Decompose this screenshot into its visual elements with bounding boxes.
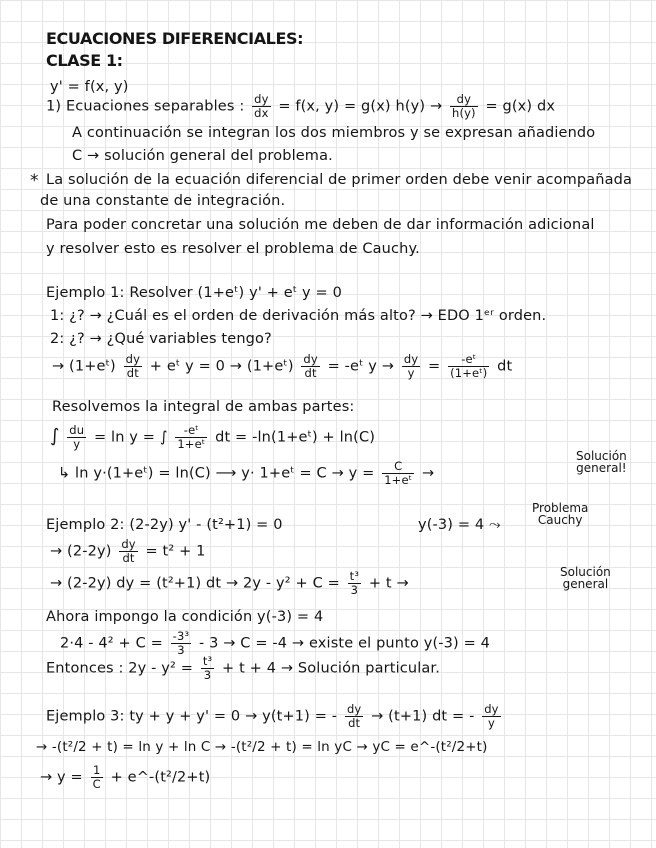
fraction-et-1plus-et: $\frac{\text{-eᵗ}}{\text{(1+eᵗ)}}$ — [450, 352, 488, 380]
example-1-integral — [50, 424, 375, 451]
eq-part: → (t+1) dt = - — [371, 708, 475, 725]
eq-part: + t → — [368, 575, 409, 592]
eq-part: = ln y = ∫ — [93, 429, 168, 446]
eq-part: → (1+eᵗ) — [52, 358, 116, 375]
eq-part: = -eᵗ y → — [327, 358, 395, 375]
eq-part: = — [428, 358, 441, 375]
eq-part: → (2-2y) dy = (t²+1) dt → 2y - y² + C = — [50, 575, 340, 592]
fraction-dy-dt: $\frac{dy}{dt}$ — [121, 537, 136, 565]
separable-label: 1) Ecuaciones separables : — [46, 98, 245, 115]
eq-part: Ejemplo 3: ty + y + y' = 0 → y(t+1) = - — [46, 708, 338, 725]
example-2-particular — [46, 655, 440, 682]
note-general-solution: Solución general! — [576, 449, 627, 475]
eq-part: → y = — [40, 769, 83, 786]
class-subtitle: CLASE 1: — [46, 51, 123, 70]
fraction-dy-y: $\frac{dy}{y}$ — [403, 352, 419, 380]
example-2-step-1 — [50, 538, 206, 565]
fraction-t3-3: $\frac{\text{t³}}{3}$ — [202, 654, 213, 682]
eq-part: → — [421, 465, 435, 482]
example-1-result — [58, 460, 434, 487]
fraction-du-y: $\frac{du}{y}$ — [69, 423, 85, 451]
eq-part: dt = -ln(1+eᵗ) + ln(C) — [215, 429, 376, 446]
ode-definition: y' = f(x, y) — [50, 79, 129, 95]
note-general-solution-2: Solución general — [560, 565, 611, 591]
text-line-first-order: La solución de la ecuación diferencial de primer orden debe venir acompañada — [46, 172, 633, 188]
eq-part: + t + 4 → Solución particular. — [222, 660, 440, 677]
impose-condition: Ahora impongo la condición y(-3) = 4 — [46, 609, 324, 625]
example-2-title: Ejemplo 2: (2-2y) y' - (t²+1) = 0 — [46, 517, 283, 533]
separable-end: = g(x) dx — [485, 98, 556, 115]
eq-part: + e^-(t²/2+t) — [110, 769, 211, 786]
fraction-dy-dt: $\frac{dy}{dt}$ — [303, 352, 318, 380]
fraction-dy-dx: $\frac{dy}{dx}$ — [254, 92, 269, 120]
eq-part: Entonces : 2y - y² = — [46, 660, 194, 677]
separable-equation-line — [46, 93, 555, 120]
example-1-title: Ejemplo 1: Resolver (1+eᵗ) y' + eᵗ y = 0 — [46, 285, 342, 301]
fraction-dy-dt: $\frac{dy}{dt}$ — [125, 352, 141, 380]
fraction-minus-3-cubed: $\frac{\text{-3³}}{3}$ — [172, 629, 190, 657]
fraction-c-1plus-et: $\frac{C}{\text{1+eᵗ}}$ — [384, 459, 413, 487]
example-1-question-2: 2: ¿? → ¿Qué variables tengo? — [50, 331, 272, 347]
eq-part: dt — [497, 358, 513, 375]
eq-part: - 3 → C = -4 → existe el punto y(-3) = 4 — [198, 635, 491, 652]
example-1-question-1: 1: ¿? → ¿Cuál es el orden de derivación más alto? → EDO 1ᵉʳ orden. — [50, 308, 547, 324]
eq-part: ↳ ln y·(1+eᵗ) = ln(C) ⟶ y· 1+eᵗ = C → y = — [58, 465, 375, 482]
eq-part: = t² + 1 — [145, 543, 206, 560]
page-title: ECUACIONES DIFERENCIALES: — [46, 29, 304, 48]
fraction-dy-hy: $\frac{dy}{h(y)}$ — [452, 92, 476, 120]
asterisk-bullet: * — [30, 171, 39, 191]
fraction-dy-dt: $\frac{dy}{dt}$ — [346, 702, 362, 730]
text-line-additional-info: Para poder concretar una solución me deben de dar información adicional — [46, 217, 595, 233]
eq-part: + eᵗ y = 0 → (1+eᵗ) — [149, 358, 294, 375]
example-3-step-2: → -(t²/2 + t) = ln y + ln C → -(t²/2 + t) = ln yC → yC = e^-(t²/2+t) — [36, 739, 488, 755]
example-1-step-1 — [52, 353, 512, 380]
fraction-1-c: $\frac{1}{C}$ — [92, 763, 101, 791]
example-2-constant — [60, 630, 490, 657]
integral-sign: ∫ — [50, 425, 60, 447]
eq-part: → (2-2y) — [50, 543, 112, 560]
text-line-general-solution: C → solución general del problema. — [72, 148, 333, 164]
separable-middle: = f(x, y) = g(x) h(y) → — [278, 98, 443, 115]
fraction-et-1plus-et: $\frac{\text{-eᵗ}}{\text{1+eᵗ}}$ — [177, 423, 206, 451]
example-3-result — [40, 764, 210, 791]
text-line-integrate: A continuación se integran los dos miembros y se expresan añadiendo — [72, 125, 596, 141]
fraction-dy-y: $\frac{dy}{y}$ — [484, 702, 499, 730]
example-3-title — [46, 703, 504, 730]
fraction-t3-3: $\frac{\text{t³}}{3}$ — [349, 569, 360, 597]
note-cauchy-problem: Problema Cauchy — [532, 501, 589, 527]
integral-heading: Resolvemos la integral de ambas partes: — [52, 399, 355, 415]
eq-part: 2·4 - 4² + C = — [60, 635, 163, 652]
text-line-cauchy: y resolver esto es resolver el problema de Cauchy. — [46, 241, 420, 257]
example-2-condition: y(-3) = 4 ⤳ — [418, 517, 501, 533]
example-2-step-2 — [50, 570, 409, 597]
text-line-constant: de una constante de integración. — [40, 193, 286, 209]
